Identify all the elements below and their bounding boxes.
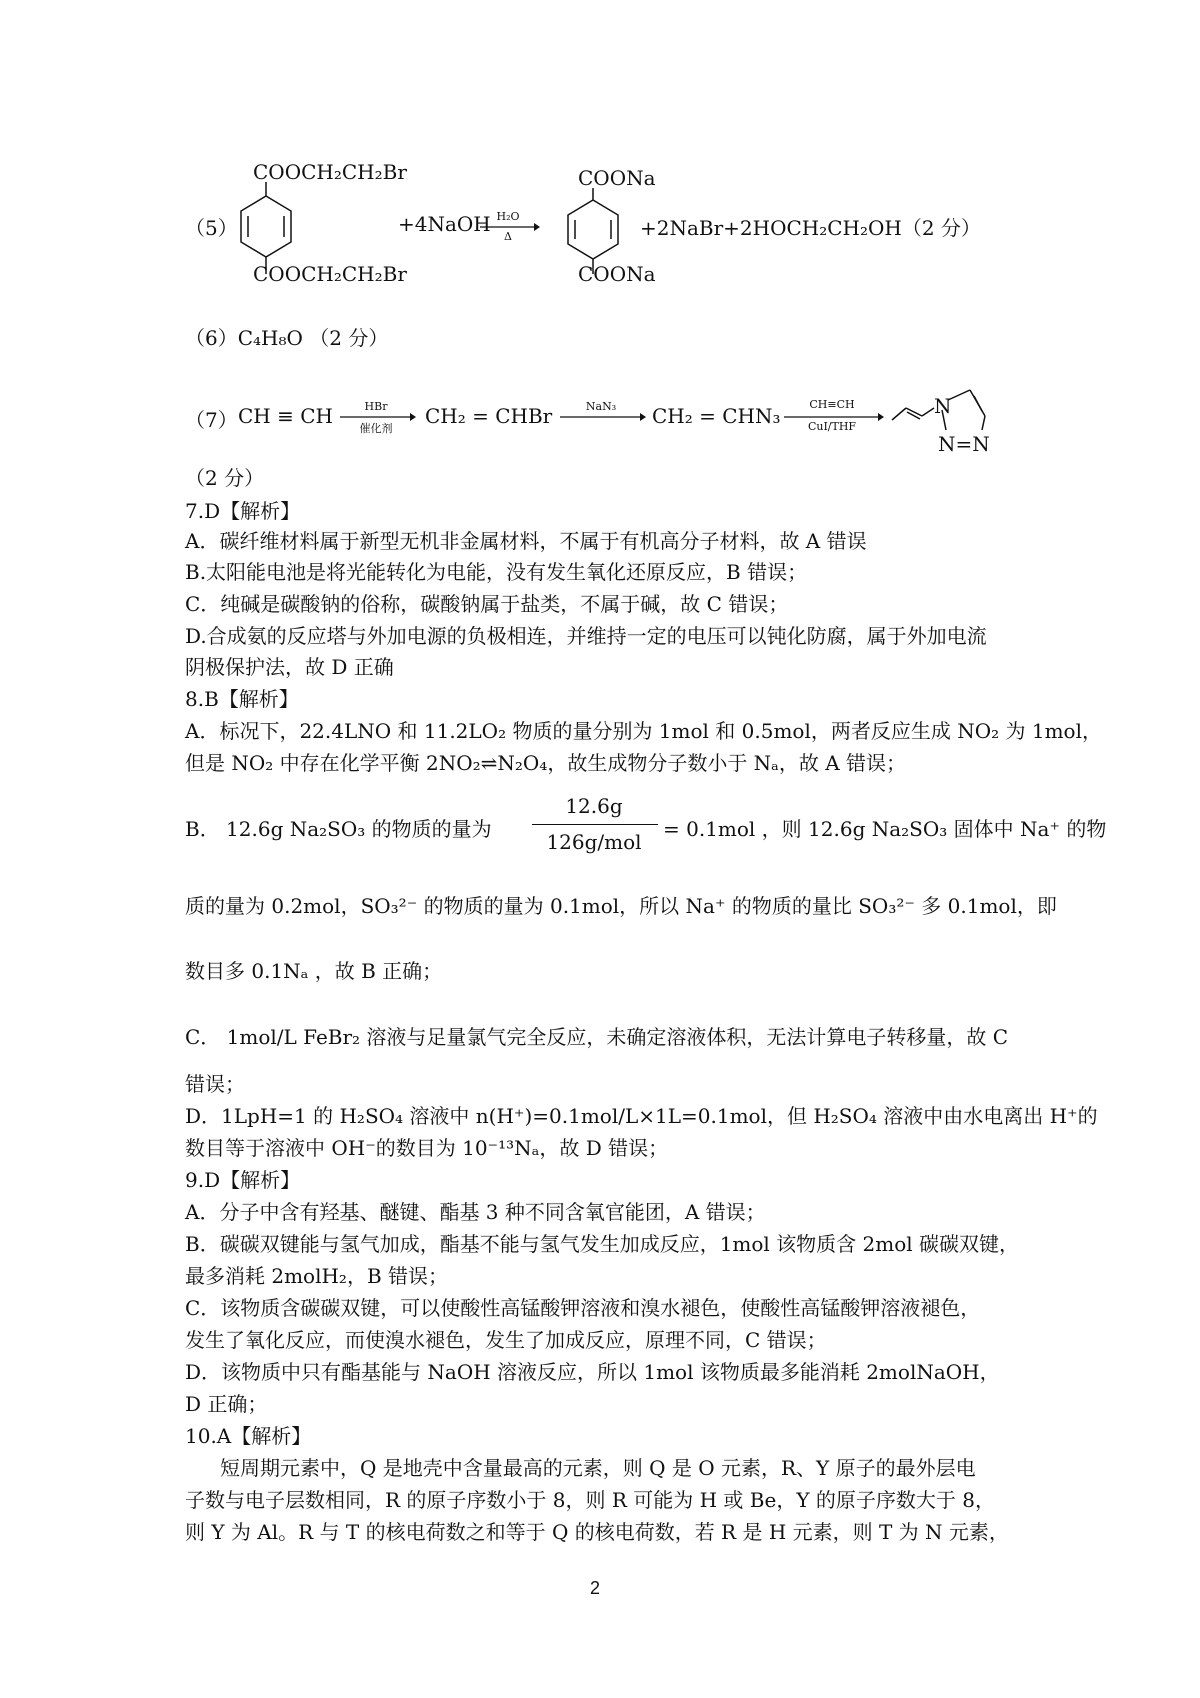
q9-option-c-line2: 发生了氧化反应，而使溴水褪色，发生了加成反应，原理不同，C 错误； <box>185 1328 827 1352</box>
q9-option-c-line1: C．该物质含碳碳双键，可以使酸性高锰酸钾溶液和溴水褪色，使酸性高锰酸钾溶液褪色， <box>185 1296 981 1320</box>
fraction-denominator: 126g/mol <box>546 830 642 854</box>
fraction-numerator: 12.6g <box>565 794 623 818</box>
q8-option-b-line2: 质的量为 0.2mol，SO₃²⁻ 的物质的量为 0.1mol，所以 Na⁺ 的物质的量比 SO₃²⁻ 多 0.1mol，即 <box>185 894 1057 918</box>
q7-title: 7.D【解析】 <box>185 499 301 523</box>
arrow-condition-top: H₂O <box>496 210 520 223</box>
arrow-condition-bottom: Δ <box>504 230 512 243</box>
arrow1-condition-bottom: 催化剂 <box>359 422 393 435</box>
q8-b-suffix: = 0.1mol ，则 12.6g Na₂SO₃ 固体中 Na⁺ 的物 <box>663 817 1107 841</box>
q10-title: 10.A【解析】 <box>185 1424 312 1448</box>
triazole-n1: N <box>934 394 952 418</box>
page-number: 2 <box>590 1578 601 1598</box>
intermediate-vinyl-bromide: CH₂ = CHBr <box>425 404 553 428</box>
q7-option-a: A．碳纤维材料属于新型无机非金属材料，不属于有机高分子材料，故 A 错误 <box>185 529 867 553</box>
q9-option-a: A．分子中含有羟基、醚键、酯基 3 种不同含氧官能团，A 错误； <box>185 1200 766 1224</box>
arrow3-condition-top: CH≡CH <box>809 398 855 411</box>
q8-option-c-line1: C． 1mol/L FeBr₂ 溶液与足量氯气完全反应，未确定溶液体积，无法计算电子转移量，故 C <box>185 1025 1009 1049</box>
q8-option-d-line2: 数目等于溶液中 OH⁻的数目为 10⁻¹³Nₐ，故 D 错误； <box>185 1136 669 1160</box>
q8-option-a-line2: 但是 NO₂ 中存在化学平衡 2NO₂⇌N₂O₄，故生成物分子数小于 Nₐ，故 A 错误； <box>185 751 907 775</box>
q8-option-b-line3: 数目多 0.1Nₐ ，故 B 正确； <box>185 959 443 983</box>
arrow1-condition-top: HBr <box>364 400 388 413</box>
q8-option-d-line1: D．1LpH=1 的 H₂SO₄ 溶液中 n(H⁺)=0.1mol/L×1L=0.1mol，但 H₂SO₄ 溶液中由水电离出 H⁺的 <box>185 1104 1098 1128</box>
q10-paragraph-line1: 短周期元素中，Q 是地壳中含量最高的元素，则 Q 是 O 元素，R、Y 原子的最外层电 <box>220 1456 976 1480</box>
q9-option-d-line2: D 正确； <box>185 1392 268 1416</box>
q10-paragraph-line3: 则 Y 为 Al。R 与 T 的核电荷数之和等于 Q 的核电荷数，若 R 是 H 元素，则 T 为 N 元素， <box>185 1520 1009 1544</box>
reagent-naoh: +4NaOH <box>398 212 491 236</box>
reaction-arrow-7b <box>560 412 646 422</box>
q9-title: 9.D【解析】 <box>185 1168 301 1192</box>
arrow2-condition-top: NaN₃ <box>585 400 617 413</box>
q7-option-d-line2: 阴极保护法，故 D 正确 <box>185 655 394 679</box>
q9-option-d-line1: D．该物质中只有酯基能与 NaOH 溶液反应，所以 1mol 该物质最多能消耗 2molNaOH， <box>185 1360 1000 1384</box>
product-bottom-substituent: COONa <box>578 262 656 286</box>
q8-option-c-line2: 错误； <box>185 1072 245 1096</box>
q9-option-b-line1: B．碳碳双键能与氢气加成，酯基不能与氢气发生加成反应，1mol 该物质含 2mol 碳碳双键， <box>185 1232 1020 1256</box>
item-label-7: （7） <box>185 408 238 432</box>
fraction-bar <box>532 824 658 825</box>
start-acetylene: CH ≡ CH <box>238 404 333 428</box>
q7-option-d-line1: D.合成氨的反应塔与外加电源的负极相连，并维持一定的电压可以钝化防腐，属于外加电流 <box>185 624 987 648</box>
q7-option-c: C．纯碱是碳酸钠的俗称，碳酸钠属于盐类，不属于碱，故 C 错误； <box>185 592 789 616</box>
intermediate-vinyl-azide: CH₂ = CHN₃ <box>652 404 781 428</box>
product-top-substituent: COONa <box>578 166 656 190</box>
q8-option-a-line1: A．标况下，22.4LNO 和 11.2LO₂ 物质的量分别为 1mol 和 0.5mol，两者反应生成 NO₂ 为 1mol， <box>185 719 1102 743</box>
score-7: （2 分） <box>185 466 265 490</box>
reactant-top-substituent: COOCH₂CH₂Br <box>253 160 407 184</box>
triazole-n2-n3: N=N <box>938 432 990 456</box>
q7-option-b: B.太阳能电池是将光能转化为电能，没有发生氧化还原反应，B 错误； <box>185 560 808 584</box>
reactant-bottom-substituent: COOCH₂CH₂Br <box>253 262 407 286</box>
q8-title: 8.B【解析】 <box>185 687 299 711</box>
q9-option-b-line2: 最多消耗 2molH₂，B 错误； <box>185 1264 448 1288</box>
q8-b-prefix: B． 12.6g Na₂SO₃ 的物质的量为 <box>185 817 492 841</box>
answer-6: （6）C₄H₈O （2 分） <box>185 326 389 350</box>
q10-paragraph-line2: 子数与电子层数相同，R 的原子序数小于 8，则 R 可能为 H 或 Be，Y 的原子序数大于 8， <box>185 1488 995 1512</box>
reaction-products: +2NaBr+2HOCH₂CH₂OH（2 分） <box>640 216 981 240</box>
arrow3-condition-bottom: CuI/THF <box>807 420 857 433</box>
item-label-5: （5） <box>185 216 238 240</box>
